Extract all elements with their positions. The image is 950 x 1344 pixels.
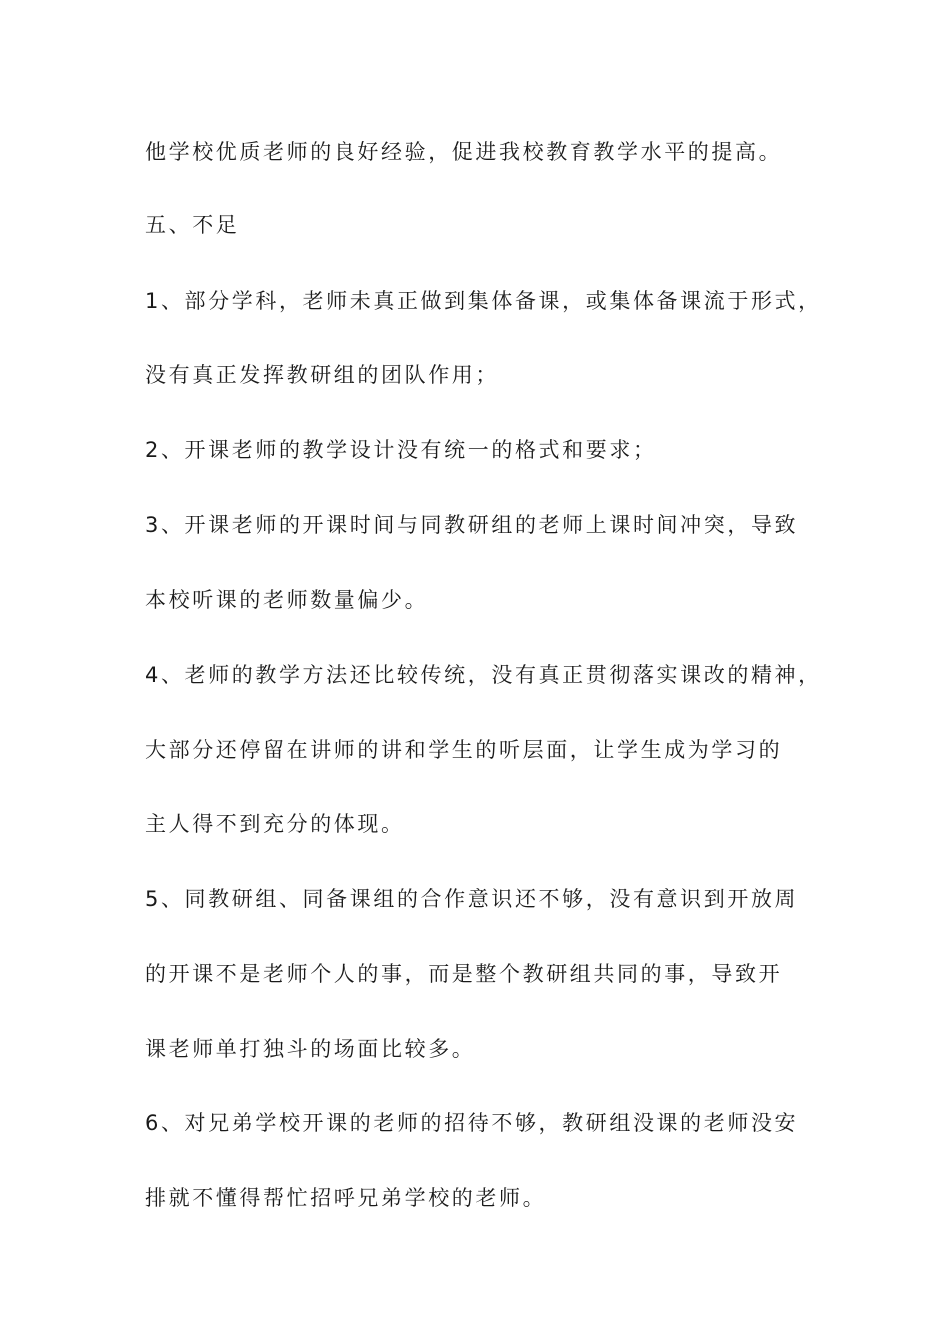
- list-item-5-line-2: 的开课不是老师个人的事，而是整个教研组共同的事，导致开: [145, 962, 783, 986]
- section-heading: 五、不足: [145, 213, 240, 237]
- list-item-5-line-3: 课老师单打独斗的场面比较多。: [145, 1037, 476, 1061]
- list-item-4-line-1: 4、老师的教学方法还比较传统，没有真正贯彻落实课改的精神，: [145, 663, 822, 687]
- list-item-6-line-1: 6、对兄弟学校开课的老师的招待不够，教研组没课的老师没安: [145, 1111, 799, 1135]
- list-item-1-line-2: 没有真正发挥教研组的团队作用；: [145, 363, 499, 387]
- list-item-1-line-1: 1、部分学科，老师未真正做到集体备课，或集体备课流于形式，: [145, 289, 822, 313]
- list-item-6-line-2: 排就不懂得帮忙招呼兄弟学校的老师。: [145, 1186, 547, 1210]
- list-item-4-line-2: 大部分还停留在讲师的讲和学生的听层面，让学生成为学习的: [145, 738, 783, 762]
- text-line-continuation: 他学校优质老师的良好经验，促进我校教育教学水平的提高。: [145, 140, 783, 164]
- list-item-3-line-2: 本校听课的老师数量偏少。: [145, 588, 429, 612]
- list-item-3-line-1: 3、开课老师的开课时间与同教研组的老师上课时间冲突，导致: [145, 513, 799, 537]
- list-item-4-line-3: 主人得不到充分的体现。: [145, 812, 405, 836]
- list-item-2-line-1: 2、开课老师的教学设计没有统一的格式和要求；: [145, 438, 657, 462]
- list-item-5-line-1: 5、同教研组、同备课组的合作意识还不够，没有意识到开放周: [145, 887, 799, 911]
